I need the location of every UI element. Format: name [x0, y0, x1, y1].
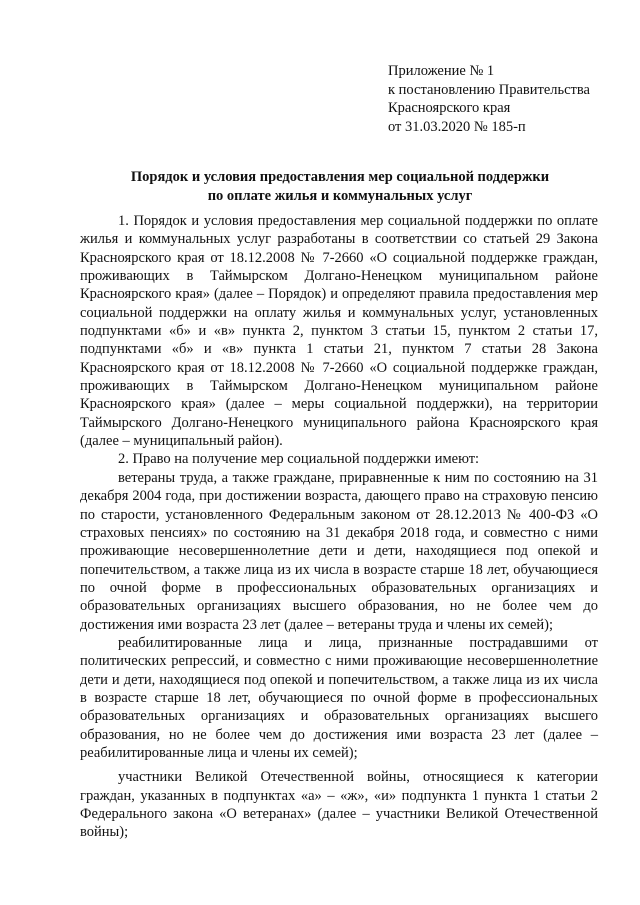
paragraph: участники Великой Отечественной войны, относящиеся к категории граждан, указанных в подпунктах «а» – «ж», «и» подпункта 1 пункта 1 статьи 2 Федерального закона «О ветеранах» (далее – участники Великой Отечественной войны); — [80, 769, 598, 841]
document-title — [60, 168, 620, 205]
document-body — [80, 212, 598, 842]
title-line: по оплате жилья и коммунальных услуг — [207, 187, 473, 204]
appendix-line: к постановлению Правительства — [388, 81, 590, 98]
paragraph: 1. Порядок и условия предоставления мер социальной поддержки по оплате жилья и коммунальных услуг разработаны в соответствии со статьей 29 Закона Красноярского края от 18.12.2008 № 7-2660 «О социальной поддержке граждан, проживающих в Таймырском Долгано-Ненецком муниципальном районе Красноярского края» (далее – Порядок) и определяют правила предоставления мер социальной поддержки на оплату жилья и коммунальных услуг, установленных подпунктами «б» и «в» пункта 2, пунктом 3 статьи 15, пунктом 2 статьи 17, подпунктами «б» и «в» пункта 1 статьи 21, пунктом 7 статьи 28 Закона Красноярского края от 18.12.2008 № 7-2660 «О социальной поддержке граждан, проживающих в Таймырском Долгано-Ненецком муниципальном районе Красноярского края» (далее – меры социальной поддержки), на территории Таймырского Долгано-Ненецкого муниципального района Красноярского края (далее – муниципальный район). — [80, 213, 598, 450]
paragraph: ветераны труда, а также граждане, приравненные к ним по состоянию на 31 декабря 2004 года, при достижении возраста, дающего право на страховую пенсию по старости, установленного Федеральным законом от 28.12.2013 № 400-ФЗ «О страховых пенсиях» по состоянию на 31 декабря 2018 года, и совместно с ними проживающие несовершеннолетние дети и дети, находящиеся под опекой и попечительством, а также лица из их числа в возрасте старше 18 лет, обучающиеся по очной форме в профессиональных образовательных организациях и образовательных организациях высшего образования, но не более чем до достижения ими возраста 23 лет (далее – ветераны труда и члены их семей); — [80, 469, 598, 633]
appendix-line: Приложение № 1 — [388, 63, 495, 79]
appendix-header — [388, 62, 628, 136]
appendix-line: Красноярского края — [388, 100, 511, 116]
paragraph: реабилитированные лица и лица, признанные пострадавшими от политических репрессий, и совместно с ними проживающие несовершеннолетние дети и дети, находящиеся под опекой и попечительством, а также лица из их числа в возрасте старше 18 лет, обучающиеся по очной форме в профессиональных образовательных организациях и образовательных организациях высшего образования, но не более чем до достижения ими возраста 23 лет (далее – реабилитированные лица и члены их семей); — [80, 634, 598, 761]
paragraph: 2. Право на получение мер социальной поддержки имеют: — [118, 451, 480, 468]
title-line: Порядок и условия предоставления мер социальной поддержки — [130, 169, 550, 185]
appendix-line: от 31.03.2020 № 185-п — [388, 118, 526, 135]
